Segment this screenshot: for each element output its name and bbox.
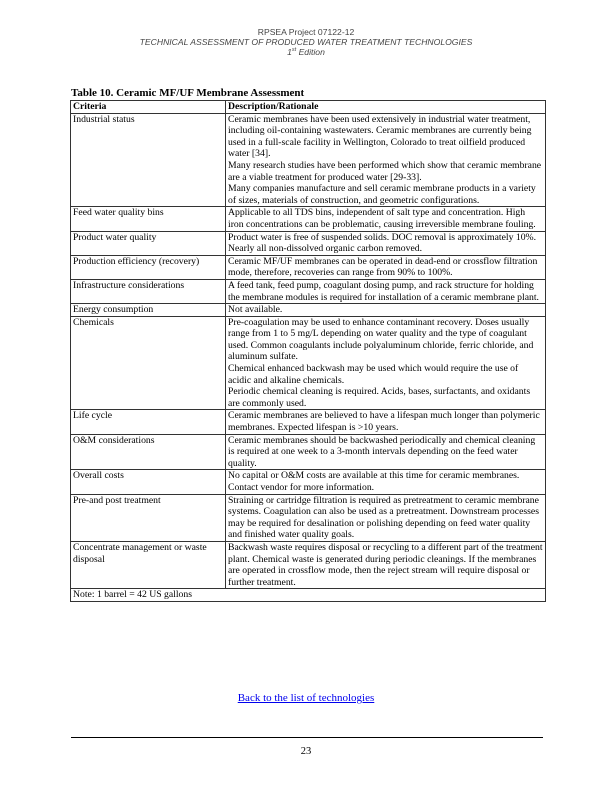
description-cell bbox=[226, 410, 546, 434]
description-paragraph: Ceramic MF/UF membranes can be operated in dead-end or crossflow filtration mode, therefore, recoveries can range from 90% to 100%. bbox=[228, 255, 538, 279]
table-row bbox=[71, 113, 546, 207]
description-paragraph: Applicable to all TDS bins, independent of salt type and concentration. High iron concentrations can be problematic, causing irreversible membrane fouling. bbox=[228, 207, 536, 230]
column-header-criteria: Criteria bbox=[71, 101, 226, 114]
table-row bbox=[71, 494, 546, 541]
table-row bbox=[71, 255, 546, 279]
description-cell bbox=[226, 541, 546, 588]
table-row bbox=[71, 304, 546, 317]
table-row bbox=[71, 470, 546, 494]
description-paragraph: Backwash waste requires disposal or recycling to a different part of the treatment plant. Chemical waste is generated during periodic cleanings. If the membranes are operated in crossflow mode, then the reject stream will require disposal or further treatment. bbox=[228, 541, 543, 588]
description-cell bbox=[226, 470, 546, 494]
table-note: Note: 1 barrel = 42 US gallons bbox=[71, 589, 546, 602]
table-row bbox=[71, 410, 546, 434]
description-paragraph: Periodic chemical cleaning is required. Acids, bases, surfactants, and oxidants are commonly used. bbox=[228, 386, 531, 409]
header-edition: 1st Edition bbox=[287, 47, 325, 57]
description-paragraph: Straining or cartridge filtration is required as pretreatment to ceramic membrane systems. Coagulation can also be used as a pretreatment. Downstream processes may be required for desalination or polishing depending on feed water quality and finished water quality goals. bbox=[228, 494, 539, 541]
description-paragraph: Not available. bbox=[228, 304, 283, 316]
description-paragraph: Many companies manufacture and sell ceramic membrane products in a variety of sizes, materials of construction, and geometric configurations. bbox=[228, 183, 536, 206]
criteria-cell: Pre-and post treatment bbox=[71, 494, 226, 541]
table-row bbox=[71, 279, 546, 303]
description-cell bbox=[226, 207, 546, 231]
description-cell bbox=[226, 113, 546, 207]
criteria-cell: Production efficiency (recovery) bbox=[71, 255, 226, 279]
description-paragraph: Ceramic membranes are believed to have a lifespan much longer than polymeric membranes. Expected lifespan is >10 years. bbox=[228, 410, 540, 434]
criteria-cell: Chemicals bbox=[71, 316, 226, 410]
criteria-cell: Industrial status bbox=[71, 113, 226, 207]
criteria-cell: Life cycle bbox=[71, 410, 226, 434]
page-number: 23 bbox=[300, 746, 312, 757]
criteria-cell: Product water quality bbox=[71, 231, 226, 255]
description-paragraph: A feed tank, feed pump, coagulant dosing pump, and rack structure for holding the membrane modules is required for installation of a ceramic membrane plant. bbox=[228, 279, 539, 303]
footer-divider bbox=[71, 737, 543, 738]
description-paragraph: No capital or O&M costs are available at this time for ceramic membranes. Contact vendor for more information. bbox=[228, 470, 520, 493]
criteria-cell: Feed water quality bins bbox=[71, 207, 226, 231]
description-paragraph: Ceramic membranes have been used extensively in industrial water treatment, including oil-containing wastewaters. Ceramic membranes are currently being used in a full-scale facility in Wellington, Colorado to treat oilfield produced water [34]. bbox=[228, 113, 532, 160]
description-paragraph: Ceramic membranes should be backwashed periodically and chemical cleaning is required at one week to a 3-month intervals depending on the feed water quality. bbox=[228, 434, 536, 469]
table-row bbox=[71, 541, 546, 588]
description-cell bbox=[226, 231, 546, 255]
description-paragraph: Pre-coagulation may be used to enhance contaminant recovery. Doses usually range from 1 to 5 mg/L depending on water quality and the type of coagulant used. Common coagulants include polyaluminum chloride, ferric chloride, and aluminum sulfate. bbox=[228, 316, 534, 363]
description-paragraph: Many research studies have been performed which show that ceramic membrane are a viable treatment for produced water [29-33]. bbox=[228, 159, 542, 183]
description-cell bbox=[226, 304, 546, 317]
criteria-cell: O&M considerations bbox=[71, 434, 226, 470]
table-row bbox=[71, 434, 546, 470]
table-row bbox=[71, 316, 546, 410]
assessment-table bbox=[70, 100, 546, 602]
table-caption: Table 10. Ceramic MF/UF Membrane Assessment bbox=[71, 87, 305, 99]
table-row bbox=[71, 207, 546, 231]
description-paragraph: Product water is free of suspended solids. DOC removal is approximately 10%. Nearly all non-dissolved organic carbon removed. bbox=[228, 231, 537, 255]
back-to-technologies-link[interactable]: Back to the list of technologies bbox=[237, 692, 375, 704]
criteria-cell: Energy consumption bbox=[71, 304, 226, 317]
table-note-row bbox=[71, 589, 546, 602]
header-title: TECHNICAL ASSESSMENT OF PRODUCED WATER TREATMENT TECHNOLOGIES bbox=[139, 37, 473, 47]
description-cell bbox=[226, 255, 546, 279]
description-cell bbox=[226, 494, 546, 541]
criteria-cell: Overall costs bbox=[71, 470, 226, 494]
description-paragraph: Chemical enhanced backwash may be used which would require the use of acidic and alkaline chemicals. bbox=[228, 363, 519, 386]
table-row bbox=[71, 231, 546, 255]
description-cell bbox=[226, 434, 546, 470]
criteria-cell: Infrastructure considerations bbox=[71, 279, 226, 303]
header-project: RPSEA Project 07122-12 bbox=[257, 27, 355, 37]
column-header-description: Description/Rationale bbox=[226, 101, 546, 114]
description-cell bbox=[226, 279, 546, 303]
table-header-row bbox=[71, 101, 546, 114]
description-cell bbox=[226, 316, 546, 410]
criteria-cell: Concentrate management or waste disposal bbox=[71, 541, 226, 588]
